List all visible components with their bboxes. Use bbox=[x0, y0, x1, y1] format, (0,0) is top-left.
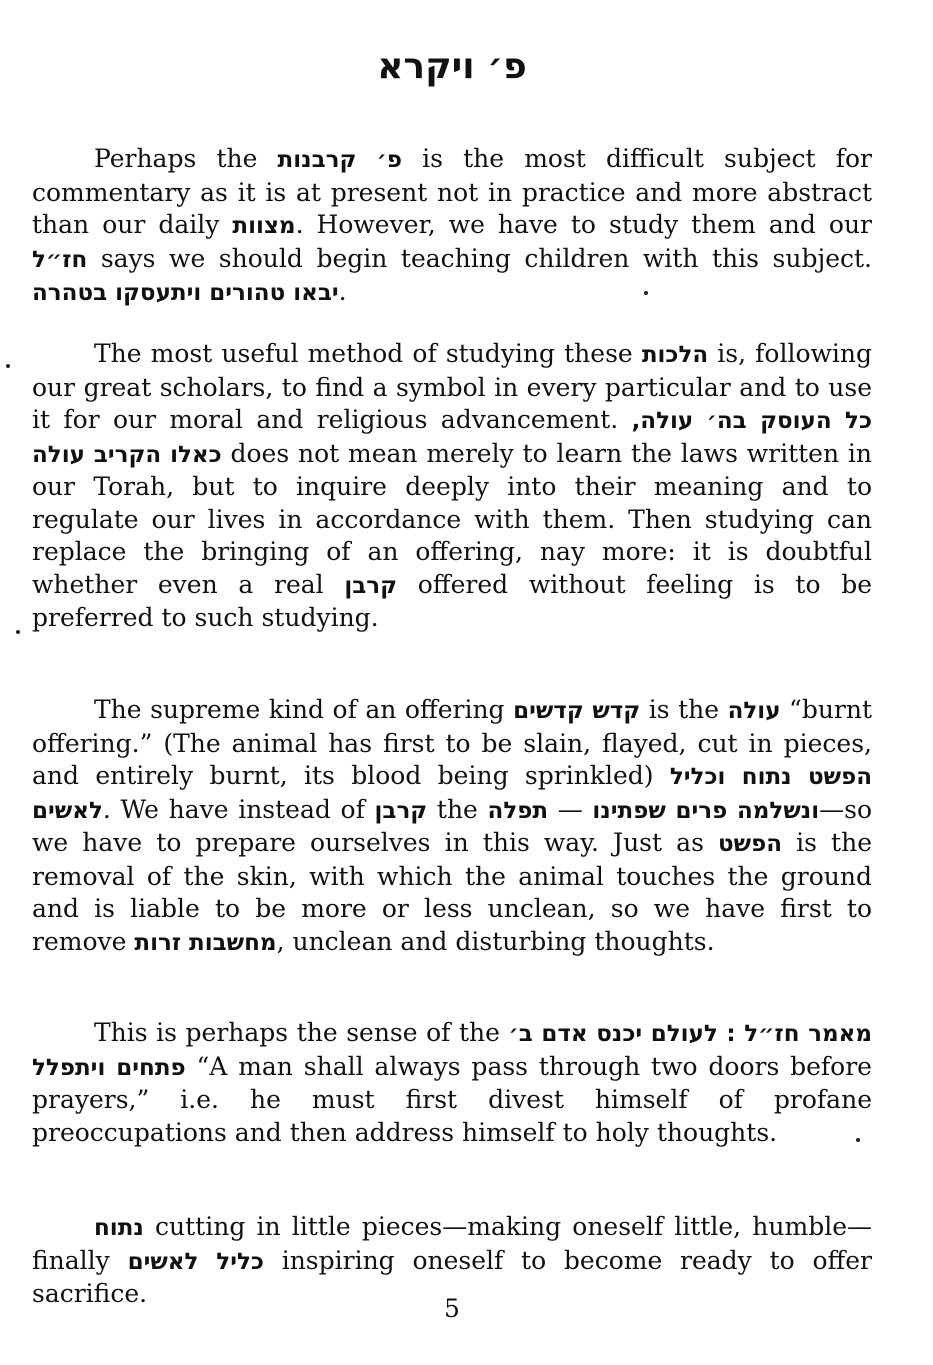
page-number: 5 bbox=[444, 1294, 460, 1323]
text-segment: “A man shall always pass through two doors before prayers,” i.e. he must first divest himself of profane preoccupations and then address himself to holy thoughts. bbox=[32, 1051, 872, 1147]
text-segment: . bbox=[338, 277, 347, 306]
hebrew-term: הפשט bbox=[718, 831, 783, 857]
book-page bbox=[32, 0, 872, 1365]
hebrew-term: כליל לאשים bbox=[127, 1248, 264, 1275]
hebrew-term: מחשבות זרות bbox=[134, 929, 277, 956]
text-segment: — bbox=[548, 794, 593, 824]
scan-speck bbox=[856, 1138, 860, 1142]
text-segment: The most useful method of studying these bbox=[94, 339, 642, 368]
hebrew-term: קדש קדשים bbox=[513, 698, 641, 724]
hebrew-term: עולה bbox=[727, 698, 781, 724]
hebrew-term: מאמר חז״ל : לעולם יכנס אדם ב׳ פתחים ויתפלל bbox=[32, 1021, 872, 1081]
hebrew-term: חז״ל bbox=[32, 246, 88, 273]
hebrew-term: הפשט נתוח וכליל לאשים bbox=[32, 764, 873, 824]
text-segment: is the bbox=[640, 695, 728, 724]
text-segment: says we should begin teaching children with this subject. bbox=[87, 243, 872, 273]
text-segment: “burnt offering.” (The animal has first to be slain, flayed, cut in pieces, and entirely burnt, its blood being sprinkled) bbox=[32, 695, 873, 790]
hebrew-term: נתוח bbox=[94, 1215, 144, 1241]
text-segment: cutting in little pieces—making oneself little, humble—finally bbox=[32, 1212, 872, 1275]
scan-speck bbox=[644, 291, 648, 295]
text-segment: is the removal of the skin, with which the animal touches the ground and is liable to be more or less unclean, so we have first to remove bbox=[32, 828, 872, 956]
text-segment: does not mean merely to learn the laws written in our Torah, but to inquire deeply into their meaning and to regulate our lives in accordance with them. Then studying can replace the bringing of an offering, nay more: it is doubtful whether even a real bbox=[32, 438, 872, 599]
text-segment: . However, we have to study them and our bbox=[295, 210, 872, 239]
paragraph-1 bbox=[32, 143, 872, 310]
text-segment: is the most difficult subject for commentary as it is at present not in practice and more abstract than our daily bbox=[32, 144, 872, 239]
hebrew-term: הלכות bbox=[641, 342, 709, 368]
text-segment: Perhaps the bbox=[94, 144, 278, 173]
hebrew-term: כל העוסק בה׳ עולה, כאלו הקריב עולה bbox=[32, 408, 872, 468]
text-segment: is, following our great scholars, to find a symbol in every particular and to use it for our moral and religious advancement. bbox=[32, 339, 873, 434]
page-title: פ׳ ויקרא bbox=[377, 46, 527, 87]
text-segment: This is perhaps the sense of the bbox=[94, 1018, 509, 1047]
scan-speck bbox=[6, 364, 10, 368]
text-segment: —so we have to prepare ourselves in this way. Just as bbox=[32, 794, 872, 857]
text-segment: inspiring oneself to become ready to offer sacrifice. bbox=[32, 1245, 873, 1308]
text-segment: . We have instead of bbox=[102, 794, 375, 824]
hebrew-term: קרבן bbox=[374, 797, 428, 824]
paragraph-4 bbox=[32, 1017, 872, 1149]
text-segment: the bbox=[427, 794, 488, 824]
text-segment: offered without feeling is to be preferred to such studying. bbox=[32, 569, 872, 632]
paragraph-2 bbox=[32, 338, 872, 635]
paragraph-3 bbox=[32, 694, 872, 959]
hebrew-term: מצוות bbox=[232, 213, 296, 239]
text-segment: , unclean and disturbing thoughts. bbox=[276, 926, 715, 956]
hebrew-term: יבאו טהורים ויתעסקו בטהרה bbox=[32, 280, 339, 306]
hebrew-term: ונשלמה פרים שפתינו bbox=[592, 797, 820, 824]
hebrew-term: קרבן bbox=[344, 572, 398, 599]
hebrew-term: תפלה bbox=[487, 797, 549, 824]
hebrew-term: פ׳ קרבנות bbox=[277, 147, 402, 173]
text-segment: The supreme kind of an offering bbox=[94, 695, 514, 724]
scan-speck bbox=[16, 630, 20, 634]
